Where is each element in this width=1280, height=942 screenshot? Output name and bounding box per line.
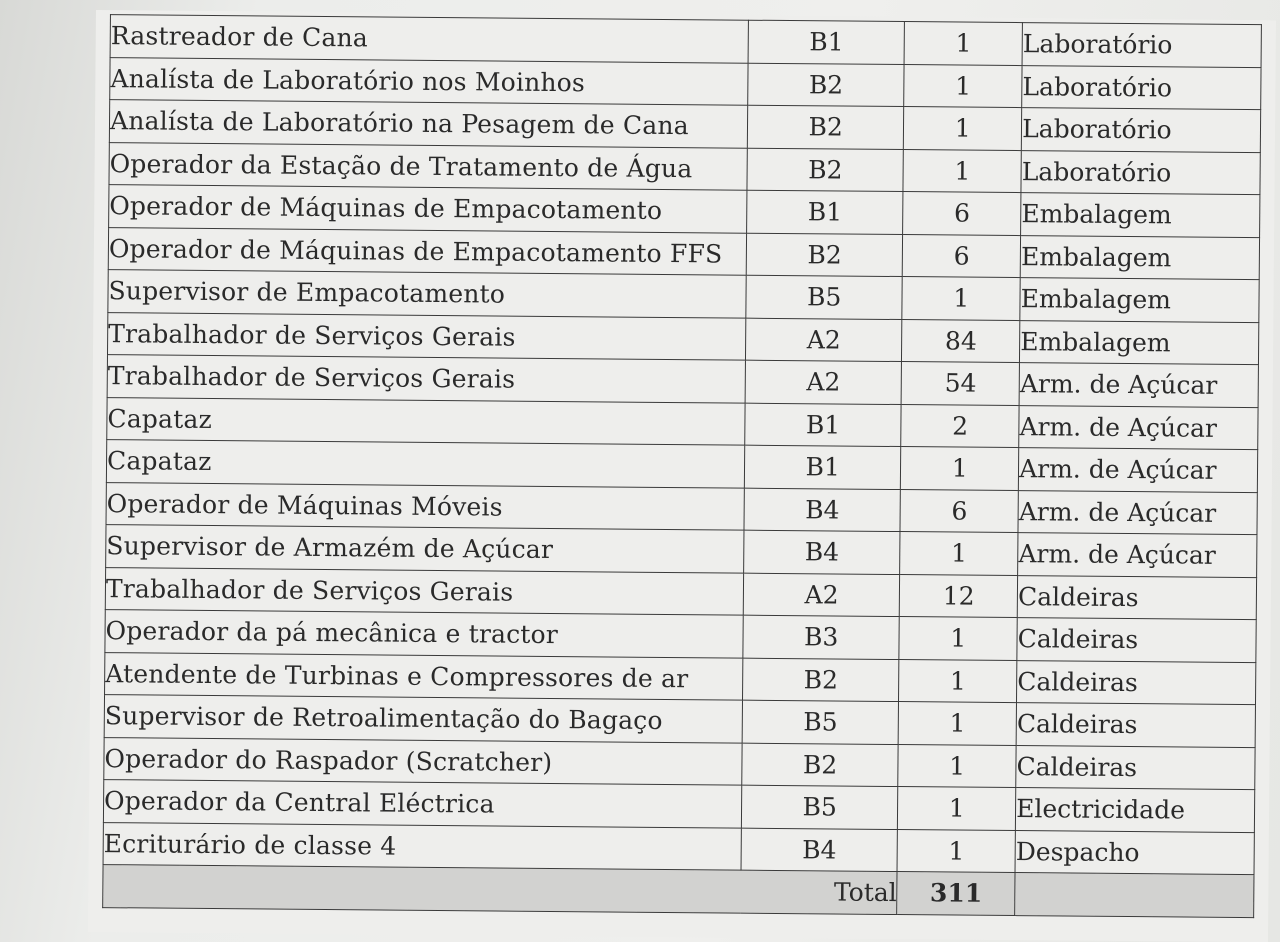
cell-sector: Caldeiras <box>1017 575 1256 620</box>
cell-quantity: 1 <box>899 702 1017 746</box>
cell-function: Operador de Máquinas de Empacotamento <box>109 185 747 233</box>
cell-function: Capataz <box>106 440 744 488</box>
cell-function: Operador do Raspador (Scratcher) <box>104 737 742 785</box>
cell-sector: Caldeiras <box>1016 703 1255 748</box>
cell-grade: B4 <box>741 828 898 872</box>
cell-grade: B2 <box>742 743 899 787</box>
cell-function: Operador de Máquinas Móveis <box>106 482 744 530</box>
cell-sector: Despacho <box>1015 830 1254 875</box>
cell-quantity: 1 <box>898 744 1016 788</box>
staff-table <box>102 14 1262 918</box>
cell-sector: Embalagem <box>1021 193 1260 238</box>
cell-quantity: 1 <box>904 64 1022 108</box>
cell-function: Operador da Estação de Tratamento de Água <box>109 142 747 190</box>
cell-grade: B1 <box>748 20 905 64</box>
cell-sector: Arm. de Açúcar <box>1019 363 1258 408</box>
cell-sector: Embalagem <box>1020 235 1259 280</box>
cell-sector: Electricidade <box>1016 788 1255 833</box>
cell-quantity: 1 <box>898 787 1016 831</box>
cell-grade: B1 <box>744 445 901 489</box>
cell-function: Analísta de Laboratório na Pesagem de Cana <box>109 100 747 148</box>
cell-grade: B5 <box>746 275 903 319</box>
cell-quantity: 2 <box>901 404 1019 448</box>
total-row <box>103 865 1254 918</box>
total-value: 311 <box>897 872 1015 916</box>
cell-function: Supervisor de Retroalimentação do Bagaço <box>104 695 742 743</box>
document-sheet <box>88 10 1276 942</box>
cell-quantity: 1 <box>902 277 1020 321</box>
cell-function: Operador da pá mecânica e tractor <box>105 610 743 658</box>
cell-function: Trabalhador de Serviços Gerais <box>107 312 745 360</box>
cell-function: Trabalhador de Serviços Gerais <box>107 355 745 403</box>
cell-sector: Arm. de Açúcar <box>1018 448 1257 493</box>
cell-sector: Embalagem <box>1020 320 1259 365</box>
cell-grade: B1 <box>745 403 902 447</box>
cell-sector: Laboratório <box>1022 65 1261 110</box>
cell-function: Ecriturário de classe 4 <box>103 822 741 870</box>
table-body <box>103 15 1262 918</box>
cell-sector: Caldeiras <box>1017 618 1256 663</box>
cell-sector: Laboratório <box>1021 108 1260 153</box>
cell-function: Supervisor de Empacotamento <box>108 270 746 318</box>
cell-quantity: 1 <box>900 532 1018 576</box>
total-empty-cell <box>1015 873 1254 918</box>
cell-function: Trabalhador de Serviços Gerais <box>105 567 743 615</box>
cell-sector: Caldeiras <box>1017 660 1256 705</box>
cell-quantity: 6 <box>903 234 1021 278</box>
cell-sector: Embalagem <box>1020 278 1259 323</box>
cell-sector: Caldeiras <box>1016 745 1255 790</box>
cell-quantity: 1 <box>903 149 1021 193</box>
cell-grade: B2 <box>746 233 903 277</box>
cell-quantity: 1 <box>904 107 1022 151</box>
cell-quantity: 54 <box>901 362 1019 406</box>
cell-quantity: 1 <box>901 447 1019 491</box>
cell-function: Rastreador de Cana <box>110 15 748 63</box>
cell-grade: B4 <box>744 488 901 532</box>
cell-grade: B5 <box>742 700 899 744</box>
cell-function: Operador da Central Eléctrica <box>103 780 741 828</box>
cell-quantity: 1 <box>899 659 1017 703</box>
cell-grade: A2 <box>743 573 900 617</box>
cell-grade: B4 <box>744 530 901 574</box>
cell-grade: A2 <box>745 360 902 404</box>
cell-grade: B5 <box>741 785 898 829</box>
cell-grade: B2 <box>742 658 899 702</box>
cell-function: Capataz <box>107 397 745 445</box>
cell-quantity: 12 <box>900 574 1018 618</box>
cell-function: Analísta de Laboratório nos Moinhos <box>110 57 748 105</box>
total-label: Total <box>103 865 898 914</box>
cell-sector: Arm. de Açúcar <box>1019 405 1258 450</box>
cell-grade: B1 <box>746 190 903 234</box>
cell-function: Supervisor de Armazém de Açúcar <box>106 525 744 573</box>
cell-sector: Arm. de Açúcar <box>1018 533 1257 578</box>
cell-sector: Arm. de Açúcar <box>1018 490 1257 535</box>
cell-grade: B3 <box>743 615 900 659</box>
cell-grade: A2 <box>745 318 902 362</box>
cell-quantity: 1 <box>897 829 1015 873</box>
cell-quantity: 1 <box>904 22 1022 66</box>
cell-quantity: 6 <box>900 489 1018 533</box>
cell-sector: Laboratório <box>1021 150 1260 195</box>
cell-quantity: 1 <box>899 617 1017 661</box>
cell-function: Operador de Máquinas de Empacotamento FFS <box>108 227 746 275</box>
cell-grade: B2 <box>748 63 905 107</box>
cell-quantity: 6 <box>903 192 1021 236</box>
cell-grade: B2 <box>747 148 904 192</box>
cell-grade: B2 <box>747 105 904 149</box>
cell-function: Atendente de Turbinas e Compressores de ar <box>105 652 743 700</box>
cell-sector: Laboratório <box>1022 23 1261 68</box>
cell-quantity: 84 <box>902 319 1020 363</box>
